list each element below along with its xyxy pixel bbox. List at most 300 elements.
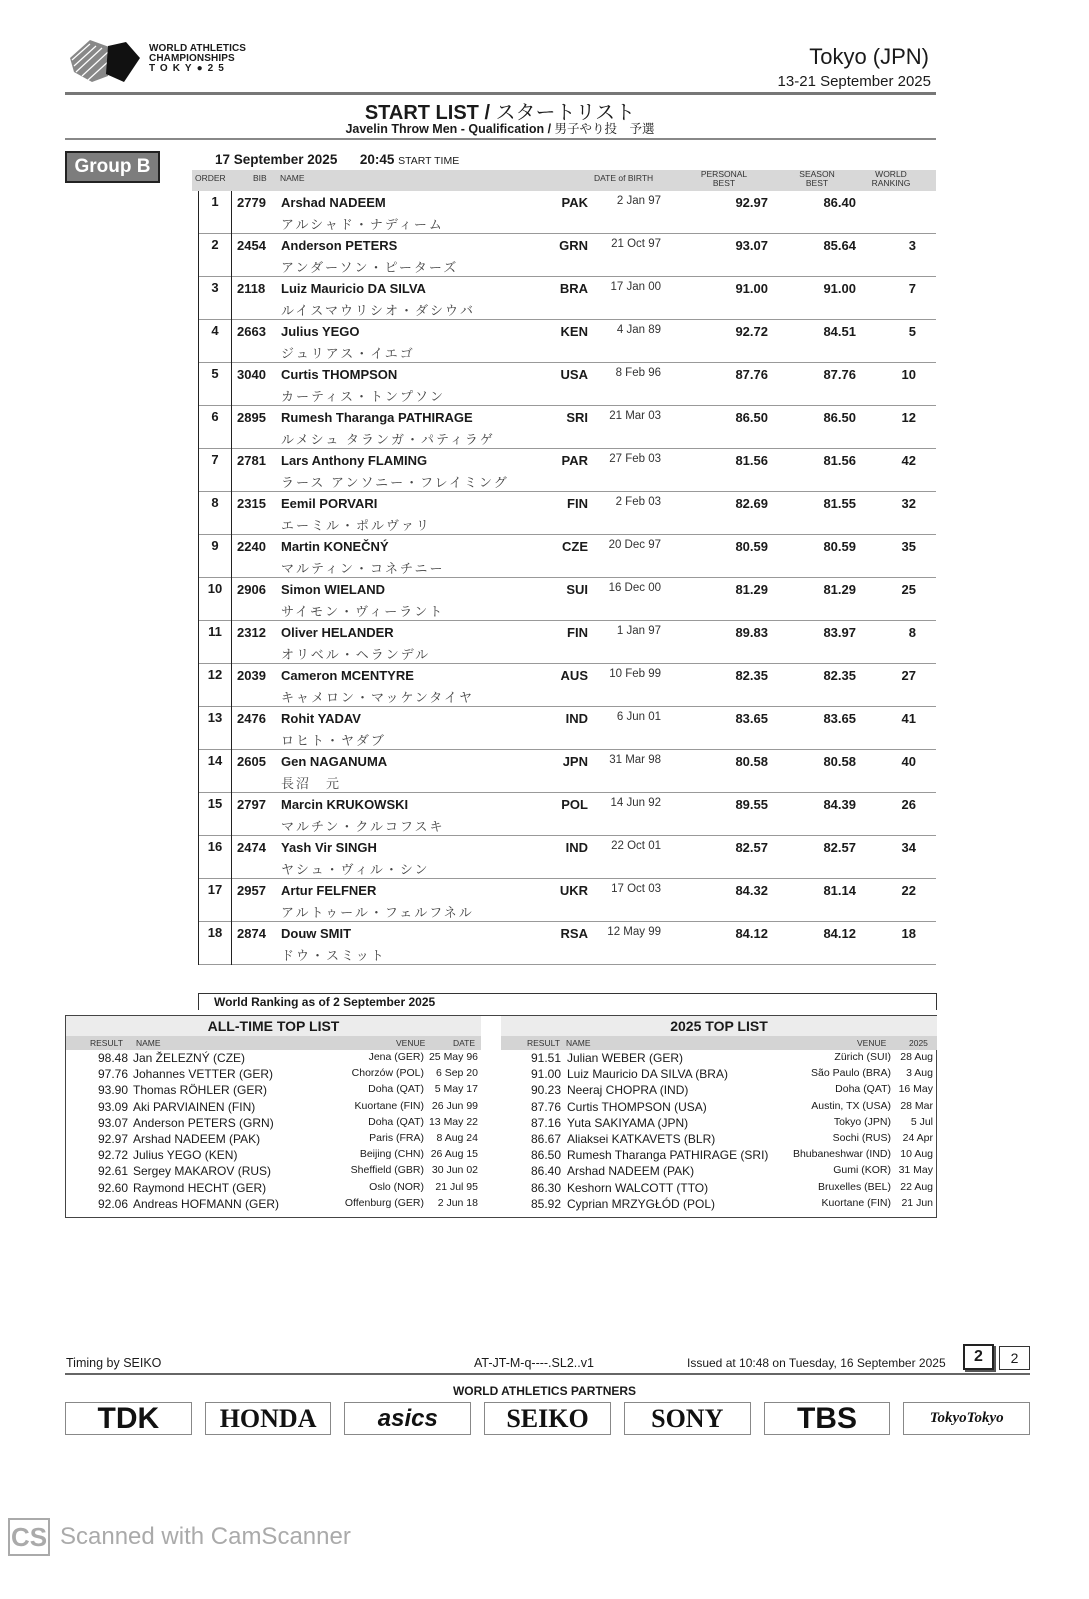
camscanner-watermark: Scanned with CamScanner [60,1523,351,1550]
all-time-top-list [66,1016,481,1212]
athlete: Aliaksei KATKAVETS (BLR) [567,1131,716,1146]
top-2025-list [501,1016,937,1212]
world-ranking: 22 [901,883,916,898]
nationality: RSA [560,926,588,941]
top-list-row [501,1147,937,1163]
date-of-birth: 21 Oct 97 [611,238,661,250]
bib-number: 2797 [237,797,266,812]
hdr-result: RESULT [90,1038,123,1048]
athlete-row [198,277,936,320]
date: 21 Jun [901,1196,933,1209]
athlete: Keshorn WALCOTT (TTO) [567,1180,709,1195]
top-list-row [501,1196,937,1212]
date-of-birth: 10 Feb 99 [609,668,661,680]
athlete-name: Artur FELFNER [281,883,377,898]
date: 3 Aug [906,1067,933,1080]
world-ranking: 18 [901,926,916,941]
result: 93.90 [98,1083,129,1098]
athlete-name: Marcin KRUKOWSKI [281,797,409,812]
venue: São Paulo (BRA) [811,1067,891,1080]
athlete-name: Cameron MCENTYRE [281,668,414,683]
session-time: 20:45 [359,152,395,167]
date-of-birth: 16 Dec 00 [608,582,661,594]
athlete-name-jp: ヤシュ・ヴィル・シン [281,862,430,877]
date: 13 May 22 [428,1115,478,1128]
order-cell: 7 [198,449,232,492]
order-cell: 16 [198,836,232,879]
order-cell: 2 [198,234,232,277]
season-best: 86.40 [823,195,856,210]
world-ranking: 34 [901,840,916,855]
athlete-name: Simon WIELAND [281,582,385,597]
date: 8 Aug 24 [436,1131,478,1144]
date-of-birth: 1 Jan 97 [616,625,661,637]
bib-number: 2779 [237,195,266,210]
order-cell: 11 [198,621,232,664]
date-of-birth: 14 Jun 92 [610,797,661,809]
season-best: 84.12 [823,926,856,941]
season-best: 83.65 [823,711,856,726]
issued-timestamp: Issued at 10:48 on Tuesday, 16 September 2025 [687,1356,946,1370]
result: 98.48 [98,1051,129,1065]
athlete-row [198,363,936,406]
result: 92.61 [98,1164,129,1179]
date-of-birth: 31 Mar 98 [609,754,661,766]
top-list-row [66,1147,481,1163]
result: 85.92 [531,1196,562,1211]
athlete: Julian WEBER (GER) [567,1051,684,1065]
date: 22 Aug [900,1180,933,1193]
world-ranking: 5 [908,324,916,339]
order-cell: 3 [198,277,232,320]
nationality: JPN [562,754,588,769]
nationality: IND [565,711,588,726]
sony-logo: SONY [624,1402,751,1435]
camscanner-icon: CS [8,1518,50,1556]
col-order: ORDER [195,173,226,183]
result: 92.72 [98,1148,129,1163]
athlete-name-jp: アルトゥール・フェルフネル [281,905,474,920]
venue: Offenburg (GER) [344,1196,424,1209]
date-of-birth: 17 Jan 00 [610,281,661,293]
personal-best: 80.58 [735,754,768,769]
logo-line-2: CHAMPIONSHIPS [149,53,235,64]
logo-line-3: TOKY●25 [149,63,229,74]
page-number: 2 [963,1344,994,1370]
date: 6 Sep 20 [435,1067,478,1080]
athlete-name-jp: ルメシュ タランガ・パティラゲ [281,432,495,447]
result: 93.09 [98,1099,129,1114]
bib-number: 2315 [237,496,266,511]
top-list-row [501,1099,937,1115]
result: 86.50 [531,1148,562,1163]
top-list-row [66,1163,481,1179]
world-ranking: 41 [901,711,916,726]
order-cell: 17 [198,879,232,922]
sponsor-logos [65,1402,1030,1435]
date: 24 Apr [902,1131,933,1144]
nationality: FIN [567,625,588,640]
title-en: START LIST / [364,102,496,124]
nationality: SRI [566,410,588,425]
venue: Chorzów (POL) [351,1067,424,1080]
host-city: Tokyo (JPN) [809,44,929,69]
date-of-birth: 6 Jun 01 [616,711,661,723]
world-ranking: 35 [901,539,916,554]
athlete: Sergey MAKAROV (RUS) [133,1164,272,1179]
order-cell: 5 [198,363,232,406]
asics-logo: asics [344,1402,471,1435]
group-badge: Group B [65,151,160,183]
bib-number: 2039 [237,668,266,683]
personal-best: 81.29 [735,582,768,597]
honda-logo: HONDA [205,1402,332,1435]
athlete-name: Yash Vir SINGH [281,840,377,855]
top-list-row [501,1163,937,1179]
venue: Doha (QAT) [368,1115,424,1128]
season-best: 81.55 [823,496,856,511]
date: 16 May [898,1083,933,1096]
athlete-name: Douw SMIT [281,926,352,941]
personal-best: 80.59 [735,539,768,554]
top-list-row [66,1050,481,1066]
personal-best: 84.12 [735,926,768,941]
athlete-name: Luiz Mauricio DA SILVA [281,281,426,296]
championship-dates: 13-21 September 2025 [777,73,931,90]
nationality: AUS [560,668,588,683]
all-time-title: ALL-TIME TOP LIST [66,1016,481,1036]
logo-line-1: WORLD ATHLETICS [149,43,247,54]
order-cell: 13 [198,707,232,750]
venue: Beijing (CHN) [359,1148,424,1161]
nationality: KEN [560,324,588,339]
date-of-birth: 12 May 99 [607,926,661,938]
table-header [192,170,936,191]
athlete-row [198,707,936,750]
personal-best: 89.83 [735,625,768,640]
athlete-name-jp: ロヒト・ヤダブ [281,733,386,748]
season-best: 85.64 [823,238,856,253]
athlete: Jan ŽELEZNÝ (CZE) [133,1051,246,1065]
date-of-birth: 8 Feb 96 [615,367,661,379]
world-ranking: 26 [901,797,916,812]
hdr-venue: VENUE [857,1038,887,1048]
result: 87.16 [531,1115,562,1130]
top-list-row [501,1050,937,1066]
athlete: Aki PARVIAINEN (FIN) [133,1099,256,1114]
date: 2 Jun 18 [437,1196,478,1209]
order-cell: 9 [198,535,232,578]
partners-label: WORLD ATHLETICS PARTNERS [452,1384,637,1398]
athlete-row [198,492,936,535]
document-code: AT-JT-M-q----.SL2..v1 [474,1356,594,1370]
venue: Kuortane (FIN) [821,1196,891,1209]
result: 91.00 [531,1067,562,1082]
order-cell: 10 [198,578,232,621]
bib-number: 2240 [237,539,266,554]
athlete: Cyprian MRZYGŁÓD (POL) [567,1196,716,1211]
seiko-logo: SEIKO [484,1402,611,1435]
top-list-row [66,1196,481,1212]
athlete-row [198,879,936,922]
athlete: Arshad NADEEM (PAK) [133,1131,261,1146]
bib-number: 2957 [237,883,266,898]
athlete: Johannes VETTER (GER) [133,1067,274,1082]
venue: Austin, TX (USA) [811,1099,891,1112]
season-best: 83.97 [823,625,856,640]
season-best: 84.39 [823,797,856,812]
col-season-best: SEASON BEST [799,169,835,188]
divider [65,1373,1030,1375]
date-of-birth: 4 Jan 89 [616,324,661,336]
bib-number: 2118 [237,281,266,296]
page-count: 2 [999,1346,1030,1370]
date-of-birth: 17 Oct 03 [611,883,661,895]
athlete-name-jp: カーティス・トンプソン [281,389,445,404]
personal-best: 93.07 [735,238,768,253]
order-cell: 15 [198,793,232,836]
order-cell: 14 [198,750,232,793]
date-of-birth: 20 Dec 97 [608,539,661,551]
result: 86.67 [531,1131,562,1146]
venue: Sheffield (GBR) [350,1164,424,1177]
venue: Doha (QAT) [835,1083,891,1096]
date: 30 Jun 02 [431,1164,478,1177]
personal-best: 91.00 [735,281,768,296]
athlete-name-jp: ジュリアス・イエゴ [281,346,415,361]
nationality: SUI [566,582,588,597]
season-best: 81.56 [823,453,856,468]
personal-best: 86.50 [735,410,768,425]
world-ranking: 25 [901,582,916,597]
athlete-name: Arshad NADEEM [281,195,386,210]
world-ranking: 3 [908,238,916,253]
hdr-venue: VENUE [396,1038,426,1048]
venue: Jena (GER) [368,1051,424,1063]
divider [65,92,936,95]
session-date: 17 September 2025 [215,152,338,167]
order-cell: 4 [198,320,232,363]
top-lists [65,1015,937,1218]
personal-best: 81.56 [735,453,768,468]
personal-best: 82.69 [735,496,768,511]
result: 91.51 [531,1051,562,1065]
top-list-row [501,1180,937,1196]
bib-number: 2906 [237,582,266,597]
top-list-row [66,1082,481,1098]
world-ranking: 12 [901,410,916,425]
hdr-date: DATE [453,1038,476,1048]
date-of-birth: 2 Feb 03 [615,496,661,508]
order-cell: 1 [198,191,232,234]
personal-best: 92.72 [735,324,768,339]
athlete-name: Curtis THOMPSON [281,367,398,382]
season-best: 84.51 [823,324,856,339]
athlete-name: Anderson PETERS [281,238,398,253]
world-ranking: 8 [908,625,916,640]
subtitle-en: Javelin Throw Men - Qualification / [345,122,555,136]
athlete-row [198,234,936,277]
result: 92.60 [98,1180,129,1195]
date: 25 May 96 [428,1051,478,1063]
athlete: Raymond HECHT (GER) [133,1180,267,1195]
venue: Sochi (RUS) [832,1131,891,1144]
athlete: Julius YEGO (KEN) [133,1148,238,1163]
result: 87.76 [531,1099,562,1114]
bib-number: 2476 [237,711,266,726]
athlete-row [198,191,936,234]
logo-text [149,44,246,74]
all-time-header [66,1036,481,1050]
world-ranking: 42 [901,453,916,468]
athlete-row [198,750,936,793]
season-best: 82.35 [823,668,856,683]
nationality: IND [565,840,588,855]
bib-number: 3040 [237,367,266,382]
season-best: 87.76 [823,367,856,382]
athlete-row [198,836,936,879]
hdr-result: RESULT [527,1038,560,1048]
world-ranking: 40 [901,754,916,769]
result: 90.23 [531,1083,562,1098]
athlete: Luiz Mauricio DA SILVA (BRA) [567,1067,728,1082]
hdr-name: NAME [566,1038,591,1048]
subtitle-jp: 男子やり投 予選 [554,122,655,136]
athlete-name: Eemil PORVARI [281,496,378,511]
world-ranking: 7 [908,281,916,296]
date: 26 Aug 15 [430,1148,478,1161]
tdk-logo: TDK [65,1402,192,1435]
top-list-row [66,1099,481,1115]
athlete: Rumesh Tharanga PATHIRAGE (SRI) [567,1148,769,1163]
top-2025-rows [501,1050,937,1212]
season-best: 81.14 [823,883,856,898]
order-cell: 6 [198,406,232,449]
world-ranking-note: World Ranking as of 2 September 2025 [198,993,937,1010]
championships-logo-icon [68,38,142,84]
start-time-label: START TIME [398,155,460,167]
date: 21 Jul 95 [435,1180,478,1193]
season-best: 80.59 [823,539,856,554]
athlete-name: Martin KONEČNÝ [281,539,389,554]
result: 93.07 [98,1115,129,1130]
athlete-name-jp: サイモン・ヴィーラント [281,604,445,619]
athlete-name: Rohit YADAV [281,711,361,726]
top-2025-title: 2025 TOP LIST [501,1016,937,1036]
venue: Bruxelles (BEL) [818,1180,891,1193]
bib-number: 2474 [237,840,266,855]
date-of-birth: 27 Feb 03 [609,453,661,465]
athlete: Arshad NADEEM (PAK) [567,1164,695,1179]
personal-best: 87.76 [735,367,768,382]
order-cell: 8 [198,492,232,535]
athlete-name-jp: オリベル・ヘランデル [281,647,431,662]
top-list-row [501,1082,937,1098]
date: 31 May [898,1164,933,1177]
athlete: Andreas HOFMANN (GER) [133,1196,280,1211]
date: 5 Jul [910,1115,933,1128]
athlete-row [198,793,936,836]
nationality: POL [561,797,588,812]
athlete-name-jp: マルティン・コネチニー [281,561,445,576]
athlete-name-jp: ドウ・スミット [281,948,386,963]
nationality: USA [560,367,588,382]
hdr-name: NAME [136,1038,161,1048]
date: 10 Aug [900,1148,933,1161]
date: 26 Jun 99 [431,1099,478,1112]
top-2025-header [501,1036,937,1050]
athlete-name-jp: アンダーソン・ピーターズ [281,260,459,275]
result: 86.40 [531,1164,562,1179]
order-cell: 12 [198,664,232,707]
athlete: Yuta SAKIYAMA (JPN) [567,1115,689,1130]
nationality: PAK [561,195,588,210]
date-of-birth: 21 Mar 03 [609,410,661,422]
top-list-row [501,1066,937,1082]
bib-number: 2605 [237,754,266,769]
top-list-row [66,1131,481,1147]
athlete: Thomas RÖHLER (GER) [133,1083,268,1098]
personal-best: 92.97 [735,195,768,210]
top-list-row [501,1115,937,1131]
athlete-row [198,535,936,578]
bib-number: 2874 [237,926,266,941]
tbs-logo: TBS [764,1402,891,1435]
date: 28 Aug [900,1051,933,1063]
bib-number: 2454 [237,238,266,253]
date: 5 May 17 [434,1083,478,1096]
personal-best: 89.55 [735,797,768,812]
result: 97.76 [98,1067,129,1082]
event-subtitle [0,119,1000,137]
athlete: Anderson PETERS (GRN) [133,1115,274,1130]
athlete-name: Lars Anthony FLAMING [281,453,428,468]
nationality: UKR [559,883,588,898]
result: 92.06 [98,1196,129,1211]
athlete-row [198,922,936,965]
session-info [215,152,459,167]
season-best: 81.29 [823,582,856,597]
athlete-name-jp: ラース アンソニー・フレイミング [281,475,509,490]
top-list-row [501,1131,937,1147]
nationality: GRN [559,238,588,253]
athlete-name: Oliver HELANDER [281,625,394,640]
nationality: CZE [562,539,588,554]
athlete-row [198,406,936,449]
athlete: Curtis THOMPSON (USA) [567,1099,707,1114]
nationality: BRA [559,281,588,296]
start-list-table [198,191,936,965]
col-personal-best: PERSONAL BEST [700,169,748,188]
personal-best: 83.65 [735,711,768,726]
result: 86.30 [531,1180,562,1195]
date: 28 Mar [900,1099,933,1112]
athlete-row [198,578,936,621]
venue: Gumi (KOR) [833,1164,891,1177]
season-best: 80.58 [823,754,856,769]
result: 92.97 [98,1131,129,1146]
venue: Doha (QAT) [368,1083,424,1096]
athlete-name: Gen NAGANUMA [281,754,388,769]
hdr-date: 2025 [909,1038,928,1048]
season-best: 91.00 [823,281,856,296]
col-world-ranking: WORLD RANKING [871,169,911,188]
bib-number: 2895 [237,410,266,425]
venue: Oslo (NOR) [369,1180,424,1193]
venue: Tokyo (JPN) [833,1115,891,1128]
bib-number: 2781 [237,453,266,468]
athlete-name: Julius YEGO [281,324,360,339]
